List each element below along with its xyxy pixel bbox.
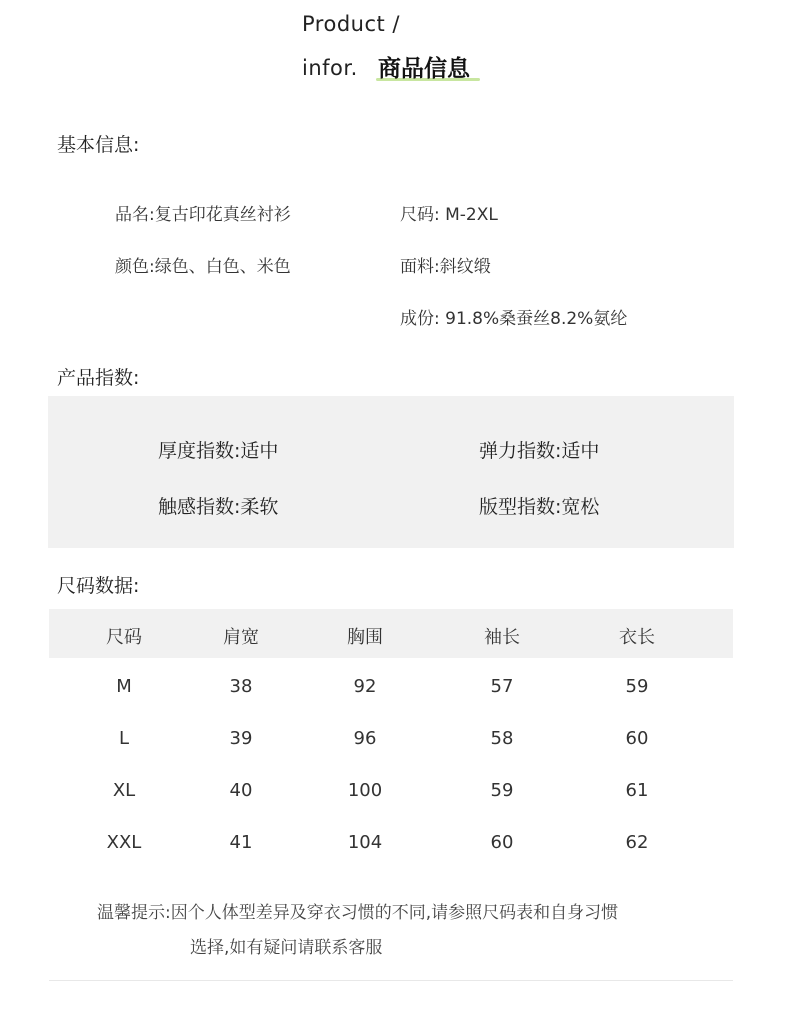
table-header-size: 尺码 bbox=[106, 627, 142, 648]
info-fabric: 面料:斜纹缎 bbox=[400, 257, 491, 277]
table-cell-shoulder: 40 bbox=[229, 780, 253, 801]
info-color: 颜色:绿色、白色、米色 bbox=[115, 257, 291, 277]
product-index-panel bbox=[48, 396, 734, 548]
table-header-shoulder: 肩宽 bbox=[223, 627, 259, 648]
table-cell-shoulder: 38 bbox=[229, 676, 253, 697]
table-cell-length: 61 bbox=[625, 780, 649, 801]
section-title-size-data: 尺码数据: bbox=[57, 575, 140, 597]
table-cell-sleeve: 58 bbox=[490, 728, 514, 749]
table-cell-sleeve: 60 bbox=[490, 832, 514, 853]
tip-line-2: 选择,如有疑问请联系客服 bbox=[190, 938, 383, 958]
table-cell-size: XL bbox=[112, 780, 136, 801]
index-elasticity: 弹力指数:适中 bbox=[479, 440, 600, 462]
index-touch: 触感指数:柔软 bbox=[158, 496, 279, 518]
table-cell-size: L bbox=[118, 728, 130, 749]
table-header-sleeve: 袖长 bbox=[484, 627, 520, 648]
table-cell-sleeve: 57 bbox=[490, 676, 514, 697]
table-cell-size: M bbox=[116, 676, 132, 697]
table-cell-bust: 104 bbox=[347, 832, 383, 853]
table-cell-shoulder: 41 bbox=[229, 832, 253, 853]
table-cell-bust: 96 bbox=[353, 728, 377, 749]
table-header-bust: 胸围 bbox=[347, 627, 383, 648]
table-header-length: 衣长 bbox=[619, 627, 655, 648]
table-cell-length: 59 bbox=[625, 676, 649, 697]
title-english-line1: Product / bbox=[302, 12, 400, 36]
table-cell-bust: 92 bbox=[353, 676, 377, 697]
section-title-basic-info: 基本信息: bbox=[57, 134, 140, 156]
section-title-product-index: 产品指数: bbox=[57, 367, 140, 389]
table-cell-length: 62 bbox=[625, 832, 649, 853]
tip-line-1: 温馨提示:因个人体型差异及穿衣习惯的不同,请参照尺码表和自身习惯 bbox=[97, 903, 619, 923]
title-english-line2: infor. bbox=[302, 56, 358, 80]
info-composition: 成份: 91.8%桑蚕丝8.2%氨纶 bbox=[400, 309, 628, 329]
table-cell-bust: 100 bbox=[347, 780, 383, 801]
index-fit: 版型指数:宽松 bbox=[479, 496, 600, 518]
table-cell-shoulder: 39 bbox=[229, 728, 253, 749]
page-title: 商品信息 bbox=[378, 56, 470, 82]
info-size: 尺码: M-2XL bbox=[400, 205, 498, 225]
info-product-name: 品名:复古印花真丝衬衫 bbox=[115, 205, 291, 225]
table-cell-size: XXL bbox=[106, 832, 142, 853]
table-cell-sleeve: 59 bbox=[490, 780, 514, 801]
index-thickness: 厚度指数:适中 bbox=[158, 440, 279, 462]
footer-divider bbox=[49, 980, 733, 981]
table-cell-length: 60 bbox=[625, 728, 649, 749]
